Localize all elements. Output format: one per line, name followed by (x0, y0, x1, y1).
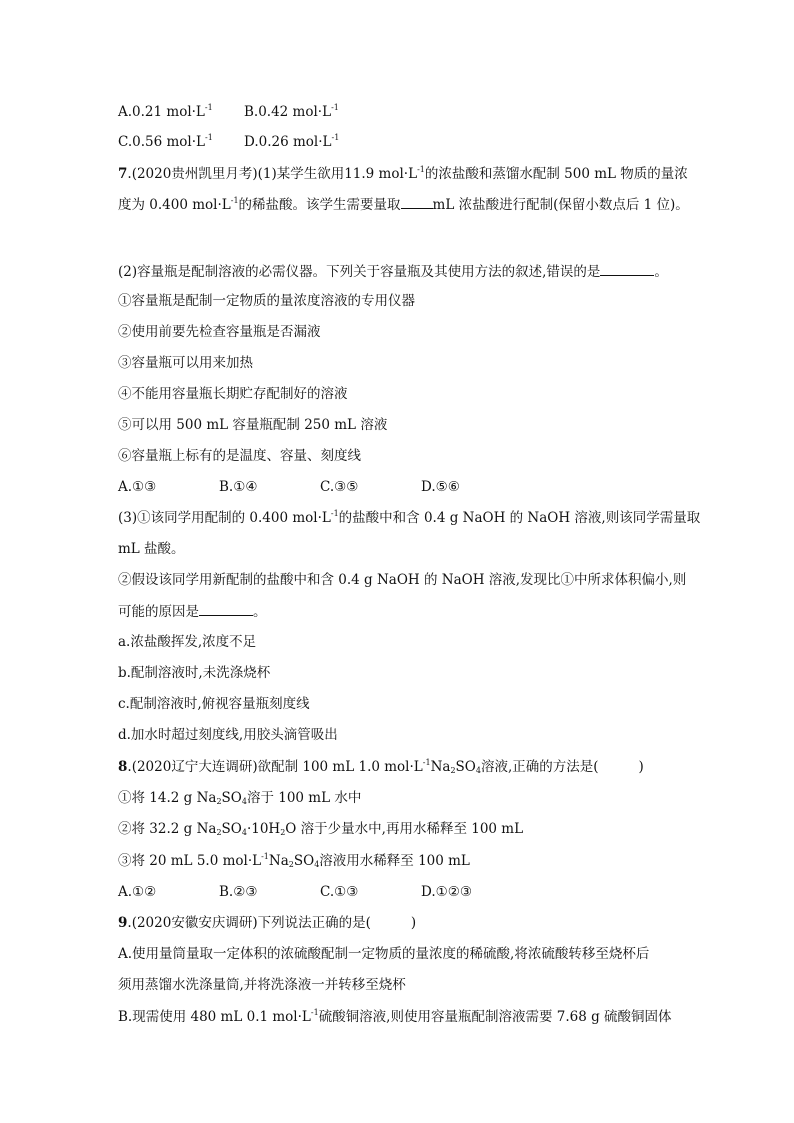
q7-part2-stem: (2)容量瓶是配制溶液的必需仪器。下列关于容量瓶及其使用方法的叙述,错误的是 。 (118, 264, 668, 280)
q6-option-c[interactable]: C.0.56 $mol\cdot L^{-1}$ (118, 133, 213, 150)
q7-option-c[interactable]: C.③⑤ (320, 479, 359, 495)
q8-stem: 8.(2020辽宁大连调研)欲配制 100 mL 1.0 $mol\cdot L^{-1}Na_2SO_4$溶液,正确的方法是( ) (118, 758, 644, 775)
q7-statement-3: ③容量瓶可以用来加热 (118, 355, 253, 371)
q7-reason-d: d.加水时超过刻度线,用胶头滴管吸出 (118, 727, 338, 743)
q7-number: 7 (118, 166, 128, 182)
q9-option-a-line1[interactable]: A.使用量筒量取一定体积的浓硫酸配制一定物质的量浓度的稀硫酸,将浓硫酸转移至烧杯后 (118, 946, 650, 962)
q9-number: 9 (118, 915, 128, 931)
q7-stem-line2: 度为 0.400 $mol\cdot L^{-1}$的稀盐酸。该学生需要量取 mL 浓盐酸进行配制(保留小数点后 1 位)。 (118, 196, 689, 213)
q7-statement-2: ②使用前要先检查容量瓶是否漏液 (118, 324, 321, 340)
q8-item-3: ③将 20 mL 5.0 $mol\cdot L^{-1}Na_2SO_4$溶液用水稀释至 100 mL (118, 852, 470, 869)
q7-reason-a: a.浓盐酸挥发,浓度不足 (118, 634, 257, 650)
q7-answer-blank-1[interactable] (401, 195, 433, 209)
q7-options (118, 478, 460, 496)
q6-option-b[interactable]: B.0.42 $mol\cdot L^{-1}$ (244, 103, 339, 120)
q7-part3-line3: ②假设该同学用新配制的盐酸中和含 0.4 g NaOH 的 NaOH 溶液,发现比①中所求体积偏小,则 (118, 572, 687, 588)
q7-option-d[interactable]: D.⑤⑥ (421, 479, 460, 495)
q9-option-b-line1[interactable]: B.现需使用 480 mL 0.1 $mol\cdot L^{-1}$硫酸铜溶液,则使用容量瓶配制溶液需要 7.68 g 硫酸铜固体 (118, 1008, 672, 1025)
q8-options (118, 883, 472, 901)
q8-number: 8 (118, 759, 128, 775)
q6-option-d[interactable]: D.0.26 $mol\cdot L^{-1}$ (244, 133, 340, 150)
q8-item-1: ①将 14.2 g $Na_2SO_4$溶于 100 mL 水中 (118, 790, 362, 806)
q7-statement-5: ⑤可以用 500 mL 容量瓶配制 250 mL 溶液 (118, 417, 388, 433)
q6-option-a[interactable]: A.0.21 $mol\cdot L^{-1}$ (118, 103, 213, 120)
q8-option-a[interactable]: A.①② (118, 884, 157, 900)
q8-option-d[interactable]: D.①②③ (421, 884, 472, 900)
q7-answer-blank-2[interactable] (600, 262, 654, 276)
q7-part3-line4: 可能的原因是 。 (118, 604, 267, 620)
q8-option-b[interactable]: B.②③ (219, 884, 258, 900)
q7-part3-line1: (3)①该同学用配制的 0.400 $mol\cdot L^{-1}$的盐酸中和含 0.4 g NaOH 的 NaOH 溶液,则该同学需量取 (118, 509, 701, 526)
q9-option-a-line2: 须用蒸馏水洗涤量筒,并将洗涤液一并转移至烧杯 (118, 977, 406, 993)
q7-part3-line2: mL 盐酸。 (118, 541, 185, 557)
q6-options-row1 (118, 103, 339, 121)
q9-stem: 9.(2020安徽安庆调研)下列说法正确的是( ) (118, 915, 417, 931)
q7-reason-c: c.配制溶液时,俯视容量瓶刻度线 (118, 696, 310, 712)
q7-statement-1: ①容量瓶是配制一定物质的量浓度溶液的专用仪器 (118, 293, 415, 309)
q8-item-2: ②将 32.2 g $Na_2SO_4\cdot 10H_2O$ 溶于少量水中,再用水稀释至 100 mL (118, 821, 524, 837)
q7-option-b[interactable]: B.①④ (219, 479, 258, 495)
q7-answer-blank-3[interactable] (199, 602, 253, 616)
q7-statement-6: ⑥容量瓶上标有的是温度、容量、刻度线 (118, 448, 361, 464)
q7-option-a[interactable]: A.①③ (118, 479, 157, 495)
q7-stem-line1: 7.(2020贵州凯里月考)(1)某学生欲用11.9 $mol\cdot L^{-1}$的浓盐酸和蒸馏水配制 500 mL 物质的量浓 (118, 165, 688, 182)
q6-options-row2 (118, 133, 339, 151)
q8-option-c[interactable]: C.①③ (320, 884, 359, 900)
q7-statement-4: ④不能用容量瓶长期贮存配制好的溶液 (118, 386, 348, 402)
q7-reason-b: b.配制溶液时,未洗涤烧杯 (118, 665, 271, 681)
